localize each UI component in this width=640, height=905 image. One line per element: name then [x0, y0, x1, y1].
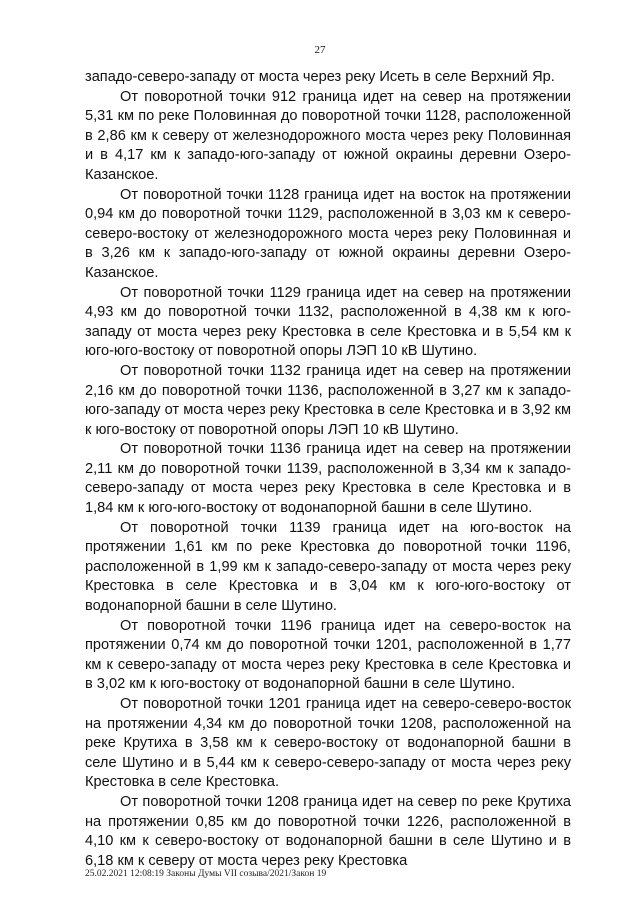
paragraph: западо-северо-западу от моста через реку Исеть в селе Верхний Яр. — [85, 69, 555, 85]
paragraph: От поворотной точки 1201 граница идет на северо-северо-восток на протяжении 4,34 км до поворотной точки 1208, расположенной на реке Крутиха в 3,58 км к северо-востоку от водонапорной башни в селе Шутино и в 5,44 км к северо-северо-западу от моста через реку Крестовка в селе Крестовка. — [85, 696, 571, 791]
paragraph: От поворотной точки 1132 граница идет на север на протяжении 2,16 км до поворотной точки 1136, расположенной в 3,27 км к западо-юго-западу от моста через реку Крестовка в селе Крестовка и в 3,92 км к юго-востоку от поворотной опоры ЛЭП 10 кВ Шутино. — [85, 362, 571, 438]
paragraph: От поворотной точки 1139 граница идет на юго-восток на протяжении 1,61 км по реке Крестовка до поворотной точки 1196, расположенной в 1,99 км к западо-северо-западу от моста через реку Крестовка в селе Крестовка и в 3,04 км к юго-юго-востоку от водонапорной башни в селе Шутино. — [85, 519, 571, 615]
paragraph: От поворотной точки 1128 граница идет на восток на протяжении 0,94 км до поворотной точки 1129, расположенной в 3,03 км к северо-северо-востоку от железнодорожного моста через реку Половинная и в 3,26 км к западо-юго-западу от южной окраины деревни Озеро-Казанское. — [85, 186, 571, 281]
footer-stamp: 25.02.2021 12:08:19 Законы Думы VII созыва/2021/Закон 19 — [85, 869, 327, 879]
page-number: 27 — [314, 44, 326, 56]
paragraph: От поворотной точки 1129 граница идет на север на протяжении 4,93 км до поворотной точки 1132, расположенной в 4,38 км к юго-западу от моста через реку Крестовка в селе Крестовка и в 5,54 км к юго-юго-востоку от поворотной опоры ЛЭП 10 кВ Шутино. — [85, 284, 571, 360]
paragraph: От поворотной точки 1208 граница идет на север по реке Крутиха на протяжении 0,85 км до поворотной точки 1226, расположенной в 4,10 км к северо-востоку от водонапорной башни в селе Шутино и в 6,18 км к северу от моста через реку Крестовка — [85, 793, 571, 869]
paragraph: От поворотной точки 1196 граница идет на северо-восток на протяжении 0,74 км до поворотной точки 1201, расположенной в 1,77 км к северо-западу от моста через реку Крестовка в селе Крестовка и в 3,02 км к юго-востоку от водонапорной башни в селе Шутино. — [85, 617, 571, 693]
paragraph: От поворотной точки 1136 граница идет на север на протяжении 2,11 км до поворотной точки 1139, расположенной в 3,34 км к западо-северо-западу от моста через реку Крестовка в селе Крестовка и в 1,84 км к юго-юго-востоку от водонапорной башни в селе Шутино. — [85, 441, 571, 517]
document-body — [85, 68, 571, 871]
paragraph: От поворотной точки 912 граница идет на север на протяжении 5,31 км по реке Половинная до поворотной точки 1128, расположенной в 2,86 км к северу от железнодорожного моста через реку Половинная и в 4,17 км к западо-юго-западу от южной окраины деревни Озеро-Казанское. — [85, 88, 571, 183]
